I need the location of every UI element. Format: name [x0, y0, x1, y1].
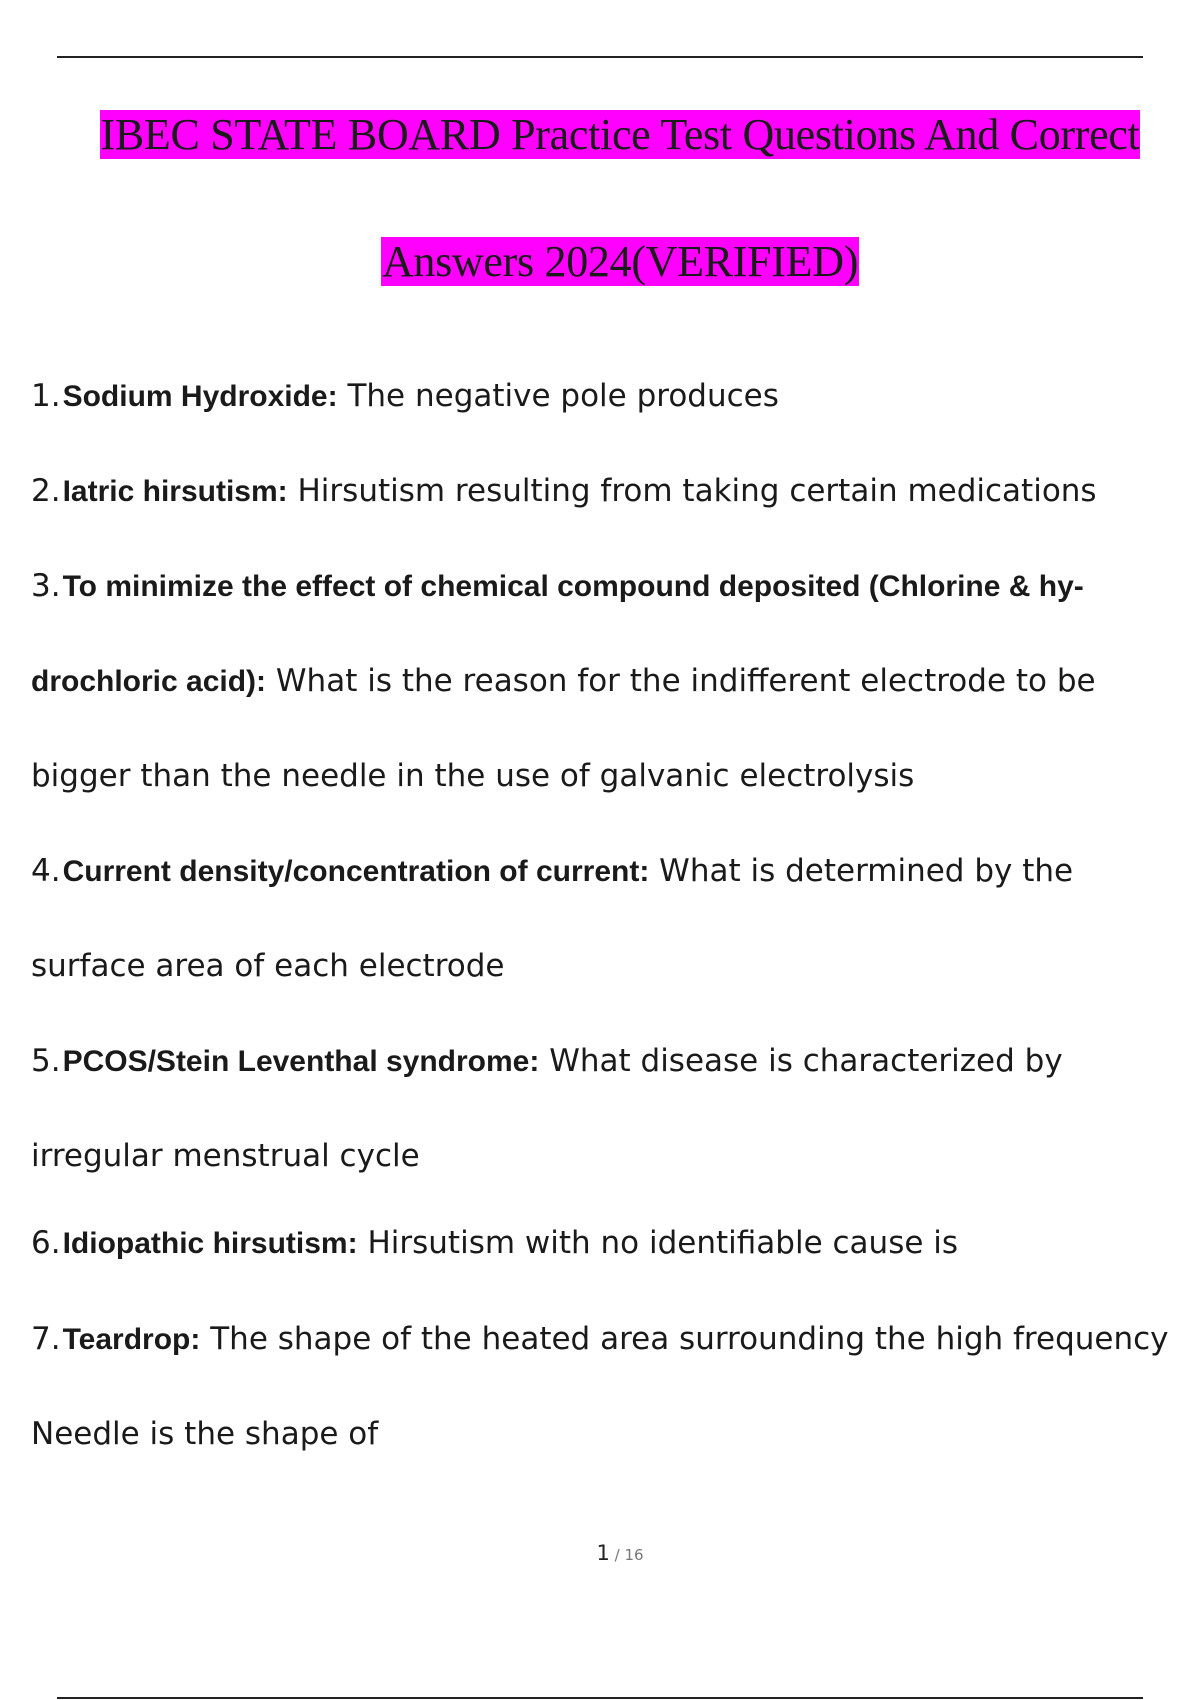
item-number: 1. [31, 378, 61, 414]
item-text: Hirsutism with no identifiable cause is [357, 1225, 959, 1261]
top-rule [57, 56, 1143, 58]
item-number: 2. [31, 473, 61, 509]
qa-item [31, 824, 1171, 1014]
title-highlight: IBEC STATE BOARD Practice Test Questions And Correct [100, 110, 1140, 159]
item-term: Teardrop: [62, 1323, 201, 1356]
item-term: To minimize the effect of chemical compound deposited (Chlorine & hy- drochloric acid): [31, 570, 1084, 698]
item-term: Current density/concentration of current: [62, 855, 650, 888]
document-title-line-2 [0, 236, 1200, 288]
page-separator: / [609, 1546, 625, 1564]
qa-item [31, 1292, 1171, 1482]
item-text: What disease is characterized by irregular menstrual cycle [31, 1043, 1063, 1174]
item-number: 3. [31, 568, 61, 604]
bottom-rule [57, 1697, 1143, 1699]
item-term: Idiopathic hirsutism: [62, 1227, 358, 1260]
document-title-line-1 [0, 109, 1200, 161]
item-term: Iatric hirsutism: [62, 475, 288, 508]
item-term: PCOS/Stein Leventhal syndrome: [62, 1045, 540, 1078]
qa-item [31, 1196, 1171, 1291]
item-text: What is determined by the surface area of each electrode [31, 853, 1074, 984]
page-indicator [0, 1541, 1200, 1565]
item-number: 5. [31, 1043, 61, 1079]
item-number: 7. [31, 1321, 61, 1357]
item-text: The negative pole produces [337, 378, 779, 414]
page-total: 16 [624, 1546, 644, 1564]
qa-item [31, 539, 1171, 824]
item-number: 4. [31, 853, 61, 889]
item-text: The shape of the heated area surrounding the high frequency Needle is the shape of [31, 1321, 1169, 1452]
qa-item [31, 444, 1171, 539]
item-text: What is the reason for the indifferent electrode to be bigger than the needle in the use of galvanic electrolysis [31, 663, 1096, 794]
item-text: Hirsutism resulting from taking certain medications [287, 473, 1097, 509]
qa-item [31, 1014, 1171, 1204]
item-number: 6. [31, 1225, 61, 1261]
page-current: 1 [596, 1541, 610, 1565]
qa-item [31, 349, 1171, 444]
item-term: Sodium Hydroxide: [62, 380, 338, 413]
title-highlight: Answers 2024(VERIFIED) [381, 237, 859, 286]
